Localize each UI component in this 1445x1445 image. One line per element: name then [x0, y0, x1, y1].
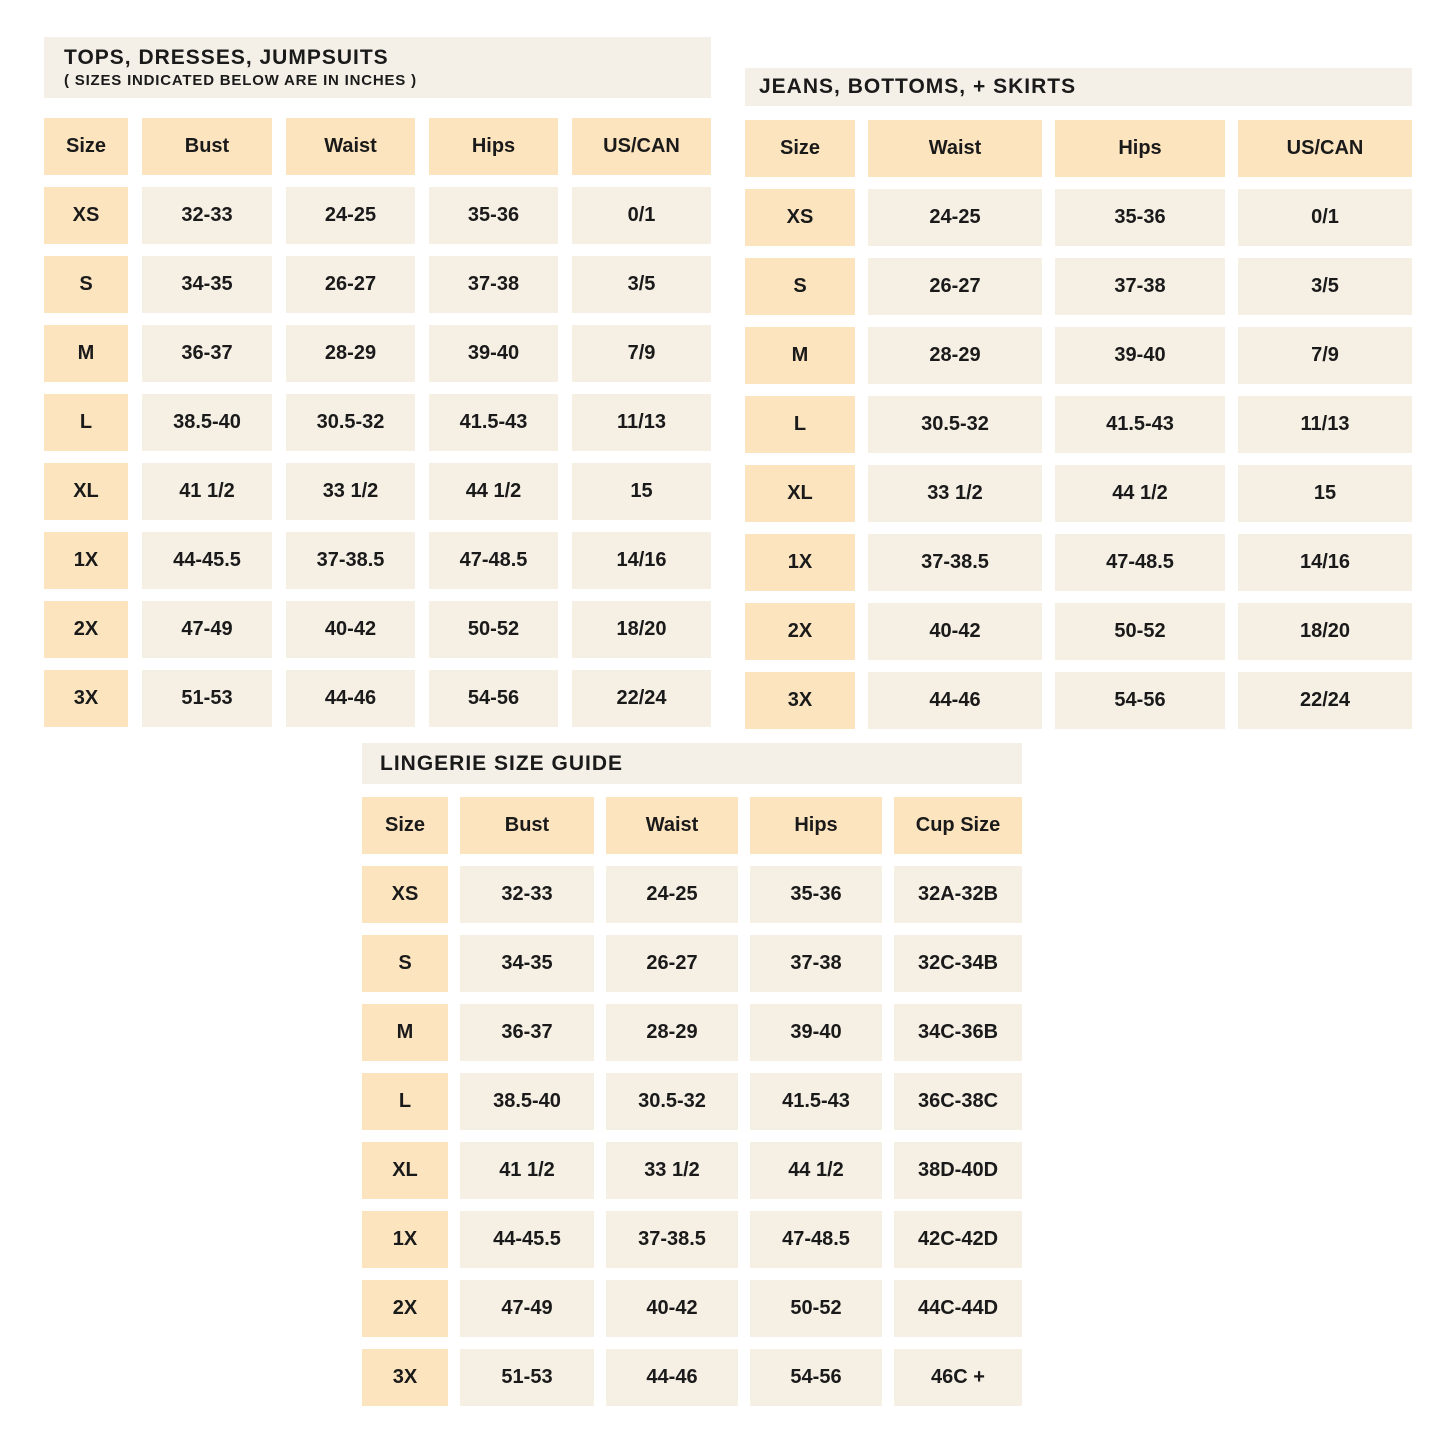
column-header-waist: Waist	[286, 118, 415, 175]
size-label-cell: XL	[44, 463, 128, 520]
measurement-cell: 26-27	[868, 258, 1042, 315]
measurement-cell: 44 1/2	[1055, 465, 1225, 522]
measurement-cell: 47-48.5	[1055, 534, 1225, 591]
measurement-cell: 24-25	[286, 187, 415, 244]
measurement-cell: 47-48.5	[750, 1211, 882, 1268]
measurement-cell: 40-42	[868, 603, 1042, 660]
measurement-cell: 35-36	[429, 187, 558, 244]
measurement-cell: 36-37	[142, 325, 272, 382]
measurement-cell: 37-38	[1055, 258, 1225, 315]
tops-size-table	[44, 37, 711, 727]
measurement-cell: 44C-44D	[894, 1280, 1022, 1337]
measurement-cell: 33 1/2	[286, 463, 415, 520]
measurement-cell: 38.5-40	[460, 1073, 594, 1130]
measurement-cell: 32-33	[460, 866, 594, 923]
measurement-cell: 40-42	[286, 601, 415, 658]
size-label-cell: 2X	[745, 603, 855, 660]
measurement-cell: 33 1/2	[606, 1142, 738, 1199]
measurement-cell: 34-35	[460, 935, 594, 992]
measurement-cell: 44-45.5	[460, 1211, 594, 1268]
size-label-cell: 3X	[745, 672, 855, 729]
measurement-cell: 33 1/2	[868, 465, 1042, 522]
measurement-cell: 24-25	[868, 189, 1042, 246]
size-label-cell: L	[44, 394, 128, 451]
measurement-cell: 44-46	[606, 1349, 738, 1406]
size-label-cell: 2X	[362, 1280, 448, 1337]
measurement-cell: 26-27	[606, 935, 738, 992]
jeans-title-bar	[745, 68, 1412, 106]
size-label-cell: XL	[362, 1142, 448, 1199]
measurement-cell: 37-38	[750, 935, 882, 992]
column-header-hips: Hips	[750, 797, 882, 854]
measurement-cell: 0/1	[1238, 189, 1412, 246]
measurement-cell: 47-49	[142, 601, 272, 658]
measurement-cell: 37-38.5	[606, 1211, 738, 1268]
measurement-cell: 7/9	[572, 325, 711, 382]
table-title: LINGERIE SIZE GUIDE	[380, 751, 624, 775]
column-header-waist: Waist	[606, 797, 738, 854]
measurement-cell: 30.5-32	[606, 1073, 738, 1130]
size-label-cell: S	[44, 256, 128, 313]
measurement-cell: 32A-32B	[894, 866, 1022, 923]
measurement-cell: 41.5-43	[1055, 396, 1225, 453]
measurement-cell: 47-49	[460, 1280, 594, 1337]
measurement-cell: 18/20	[1238, 603, 1412, 660]
measurement-cell: 50-52	[1055, 603, 1225, 660]
measurement-cell: 51-53	[460, 1349, 594, 1406]
measurement-cell: 39-40	[750, 1004, 882, 1061]
measurement-cell: 34-35	[142, 256, 272, 313]
size-label-cell: 2X	[44, 601, 128, 658]
size-label-cell: 1X	[745, 534, 855, 591]
measurement-cell: 54-56	[429, 670, 558, 727]
measurement-cell: 41.5-43	[429, 394, 558, 451]
measurement-cell: 44-46	[868, 672, 1042, 729]
measurement-cell: 50-52	[750, 1280, 882, 1337]
measurement-cell: 44 1/2	[750, 1142, 882, 1199]
measurement-cell: 30.5-32	[286, 394, 415, 451]
measurement-cell: 28-29	[286, 325, 415, 382]
measurement-cell: 3/5	[1238, 258, 1412, 315]
size-label-cell: L	[362, 1073, 448, 1130]
measurement-cell: 22/24	[1238, 672, 1412, 729]
size-label-cell: XS	[745, 189, 855, 246]
size-label-cell: M	[362, 1004, 448, 1061]
measurement-cell: 41 1/2	[142, 463, 272, 520]
measurement-cell: 28-29	[868, 327, 1042, 384]
jeans-size-grid	[745, 120, 1412, 729]
column-header-size: Size	[362, 797, 448, 854]
column-header-bust: Bust	[142, 118, 272, 175]
measurement-cell: 39-40	[1055, 327, 1225, 384]
measurement-cell: 35-36	[1055, 189, 1225, 246]
measurement-cell: 44-46	[286, 670, 415, 727]
measurement-cell: 54-56	[750, 1349, 882, 1406]
measurement-cell: 37-38.5	[286, 532, 415, 589]
measurement-cell: 7/9	[1238, 327, 1412, 384]
size-label-cell: XL	[745, 465, 855, 522]
measurement-cell: 15	[572, 463, 711, 520]
measurement-cell: 3/5	[572, 256, 711, 313]
size-label-cell: 1X	[362, 1211, 448, 1268]
size-label-cell: 3X	[44, 670, 128, 727]
measurement-cell: 24-25	[606, 866, 738, 923]
measurement-cell: 11/13	[1238, 396, 1412, 453]
lingerie-title-bar	[362, 743, 1022, 784]
column-header-cup-size: Cup Size	[894, 797, 1022, 854]
measurement-cell: 41.5-43	[750, 1073, 882, 1130]
lingerie-size-table	[362, 743, 1022, 1406]
tops-size-grid	[44, 118, 711, 727]
measurement-cell: 39-40	[429, 325, 558, 382]
table-title: TOPS, DRESSES, JUMPSUITS	[64, 46, 389, 69]
measurement-cell: 37-38	[429, 256, 558, 313]
size-label-cell: 3X	[362, 1349, 448, 1406]
measurement-cell: 18/20	[572, 601, 711, 658]
table-subtitle: ( SIZES INDICATED BELOW ARE IN INCHES )	[64, 72, 417, 89]
measurement-cell: 38D-40D	[894, 1142, 1022, 1199]
size-label-cell: XS	[44, 187, 128, 244]
size-label-cell: M	[745, 327, 855, 384]
size-label-cell: XS	[362, 866, 448, 923]
measurement-cell: 42C-42D	[894, 1211, 1022, 1268]
lingerie-size-grid	[362, 797, 1022, 1406]
table-title: JEANS, BOTTOMS, + SKIRTS	[759, 75, 1077, 98]
measurement-cell: 11/13	[572, 394, 711, 451]
column-header-hips: Hips	[1055, 120, 1225, 177]
tops-title-bar	[44, 37, 711, 98]
measurement-cell: 36C-38C	[894, 1073, 1022, 1130]
measurement-cell: 37-38.5	[868, 534, 1042, 591]
measurement-cell: 14/16	[1238, 534, 1412, 591]
measurement-cell: 46C +	[894, 1349, 1022, 1406]
measurement-cell: 47-48.5	[429, 532, 558, 589]
measurement-cell: 14/16	[572, 532, 711, 589]
measurement-cell: 32C-34B	[894, 935, 1022, 992]
size-label-cell: S	[745, 258, 855, 315]
measurement-cell: 44-45.5	[142, 532, 272, 589]
jeans-size-table	[745, 68, 1412, 729]
size-label-cell: 1X	[44, 532, 128, 589]
measurement-cell: 30.5-32	[868, 396, 1042, 453]
measurement-cell: 41 1/2	[460, 1142, 594, 1199]
measurement-cell: 50-52	[429, 601, 558, 658]
measurement-cell: 54-56	[1055, 672, 1225, 729]
size-label-cell: S	[362, 935, 448, 992]
measurement-cell: 51-53	[142, 670, 272, 727]
column-header-waist: Waist	[868, 120, 1042, 177]
column-header-size: Size	[44, 118, 128, 175]
measurement-cell: 34C-36B	[894, 1004, 1022, 1061]
measurement-cell: 28-29	[606, 1004, 738, 1061]
measurement-cell: 44 1/2	[429, 463, 558, 520]
measurement-cell: 26-27	[286, 256, 415, 313]
measurement-cell: 36-37	[460, 1004, 594, 1061]
column-header-us-can: US/CAN	[1238, 120, 1412, 177]
measurement-cell: 40-42	[606, 1280, 738, 1337]
measurement-cell: 35-36	[750, 866, 882, 923]
column-header-hips: Hips	[429, 118, 558, 175]
column-header-bust: Bust	[460, 797, 594, 854]
measurement-cell: 15	[1238, 465, 1412, 522]
column-header-size: Size	[745, 120, 855, 177]
measurement-cell: 22/24	[572, 670, 711, 727]
measurement-cell: 38.5-40	[142, 394, 272, 451]
size-label-cell: M	[44, 325, 128, 382]
measurement-cell: 0/1	[572, 187, 711, 244]
column-header-us-can: US/CAN	[572, 118, 711, 175]
measurement-cell: 32-33	[142, 187, 272, 244]
size-label-cell: L	[745, 396, 855, 453]
